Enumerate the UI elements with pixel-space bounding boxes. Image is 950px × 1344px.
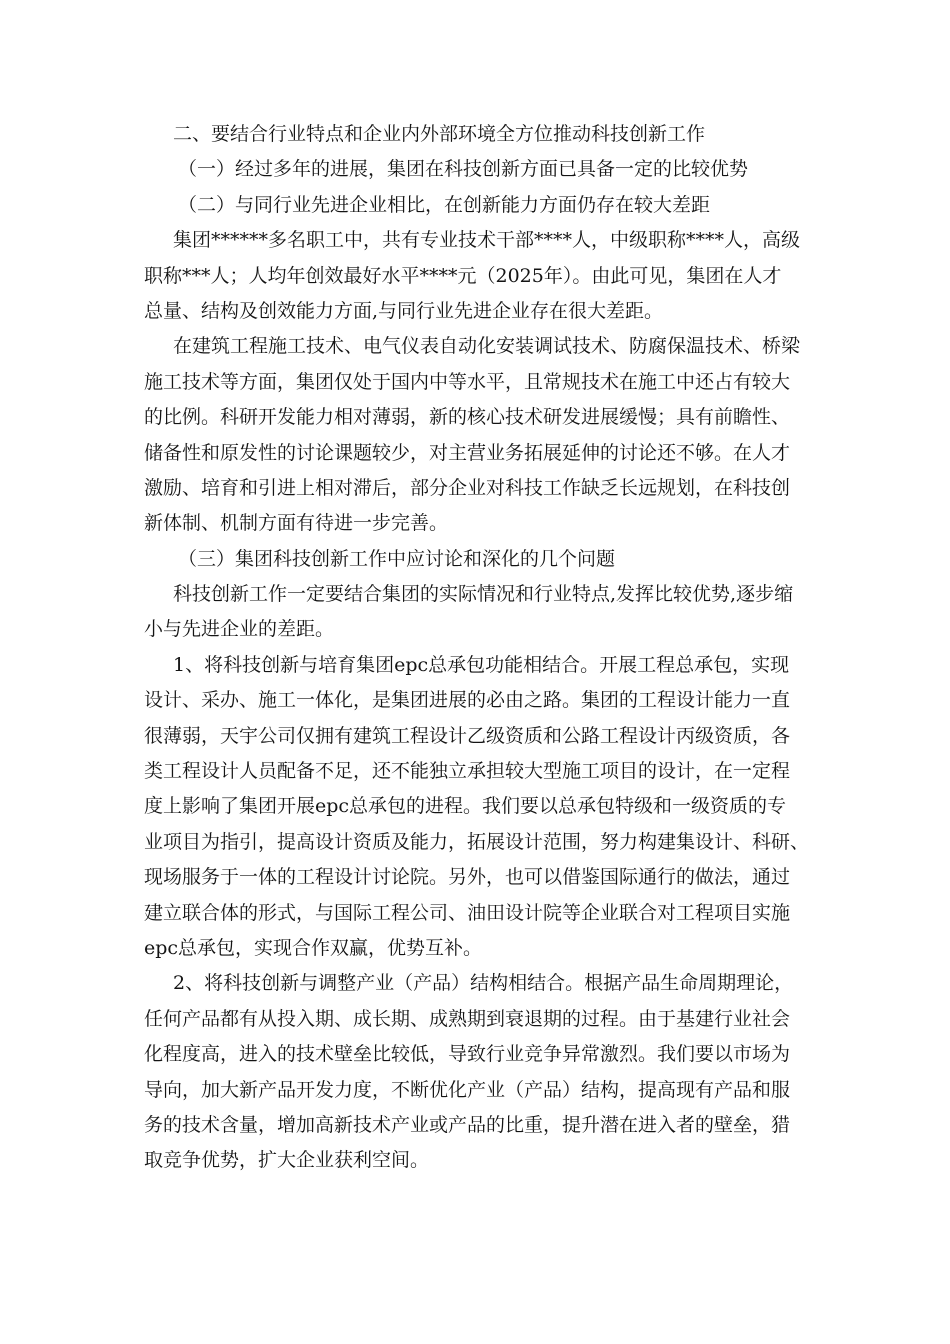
text-line: 集团******多名职工中，共有专业技术干部****人，中级职称****人，高级 (173, 229, 801, 252)
text-line: 职称***人；人均年创效最好水平****元（2025年）。由此可见，集团在人才 (144, 264, 782, 287)
text-line: 任何产品都有从投入期、成长期、成熟期到衰退期的过程。由于基建行业社会 (144, 1007, 791, 1030)
text-line: 小与先进企业的差距。 (144, 618, 335, 641)
text-line: 储备性和原发性的讨论课题较少，对主营业务拓展延伸的讨论还不够。在人才 (144, 441, 791, 464)
text-line: epc总承包，实现合作双赢，优势互补。 (144, 936, 483, 959)
text-line: 的比例。科研开发能力相对薄弱，新的核心技术研发进展缓慢；具有前瞻性、 (144, 406, 791, 429)
text-line: 建立联合体的形式，与国际工程公司、油田设计院等企业联合对工程项目实施 (144, 901, 791, 924)
text-line: 在建筑工程施工技术、电气仪表自动化安装调试技术、防腐保温技术、桥梁 (173, 335, 801, 358)
text-line: 设计、采办、施工一体化，是集团进展的必由之路。集团的工程设计能力一直 (144, 689, 791, 712)
text-line: 二、要结合行业特点和企业内外部环境全方位推动科技创新工作 (173, 123, 706, 145)
text-line: 科技创新工作一定要结合集团的实际情况和行业特点,发挥比较优势,逐步缩 (173, 583, 794, 606)
text-line: 1、将科技创新与培育集团epc总承包功能相结合。开展工程总承包，实现 (173, 653, 790, 676)
text-line: 2、将科技创新与调整产业（产品）结构相结合。根据产品生命周期理论， (173, 972, 794, 995)
text-line: 新体制、机制方面有待进一步完善。 (144, 512, 449, 535)
text-line: 业项目为指引，提高设计资质及能力，拓展设计范围，努力构建集设计、科研、 (144, 830, 810, 853)
text-line: 务的技术含量，增加高新技术产业或产品的比重，提升潜在进入者的壁垒，猎 (144, 1113, 791, 1136)
text-line: 激励、培育和引进上相对滞后，部分企业对科技工作缺乏长远规划，在科技创 (144, 476, 791, 499)
text-line: 现场服务于一体的工程设计讨论院。另外，也可以借鉴国际通行的做法，通过 (144, 866, 791, 889)
text-line: 取竞争优势，扩大企业获利空间。 (144, 1149, 430, 1172)
text-line: 导向，加大新产品开发力度，不断优化产业（产品）结构，提高现有产品和服 (144, 1078, 791, 1101)
text-line: （一）经过多年的进展，集团在科技创新方面已具备一定的比较优势 (178, 158, 749, 181)
text-line: 总量、结构及创效能力方面,与同行业先进企业存在很大差距。 (144, 299, 664, 322)
text-line: 施工技术等方面，集团仅处于国内中等水平，且常规技术在施工中还占有较大 (144, 370, 791, 393)
text-line: 很薄弱，天宇公司仅拥有建筑工程设计乙级资质和公路工程设计丙级资质，各 (144, 724, 791, 747)
document-body (144, 117, 810, 1179)
text-line: 化程度高，进入的技术壁垒比较低，导致行业竞争异常激烈。我们要以市场为 (144, 1043, 791, 1066)
text-line: 类工程设计人员配备不足，还不能独立承担较大型施工项目的设计，在一定程 (144, 760, 791, 783)
text-line: （三）集团科技创新工作中应讨论和深化的几个问题 (178, 547, 616, 570)
text-line: 度上影响了集团开展epc总承包的进程。我们要以总承包特级和一级资质的专 (144, 795, 787, 818)
text-line: （二）与同行业先进企业相比，在创新能力方面仍存在较大差距 (178, 193, 711, 216)
